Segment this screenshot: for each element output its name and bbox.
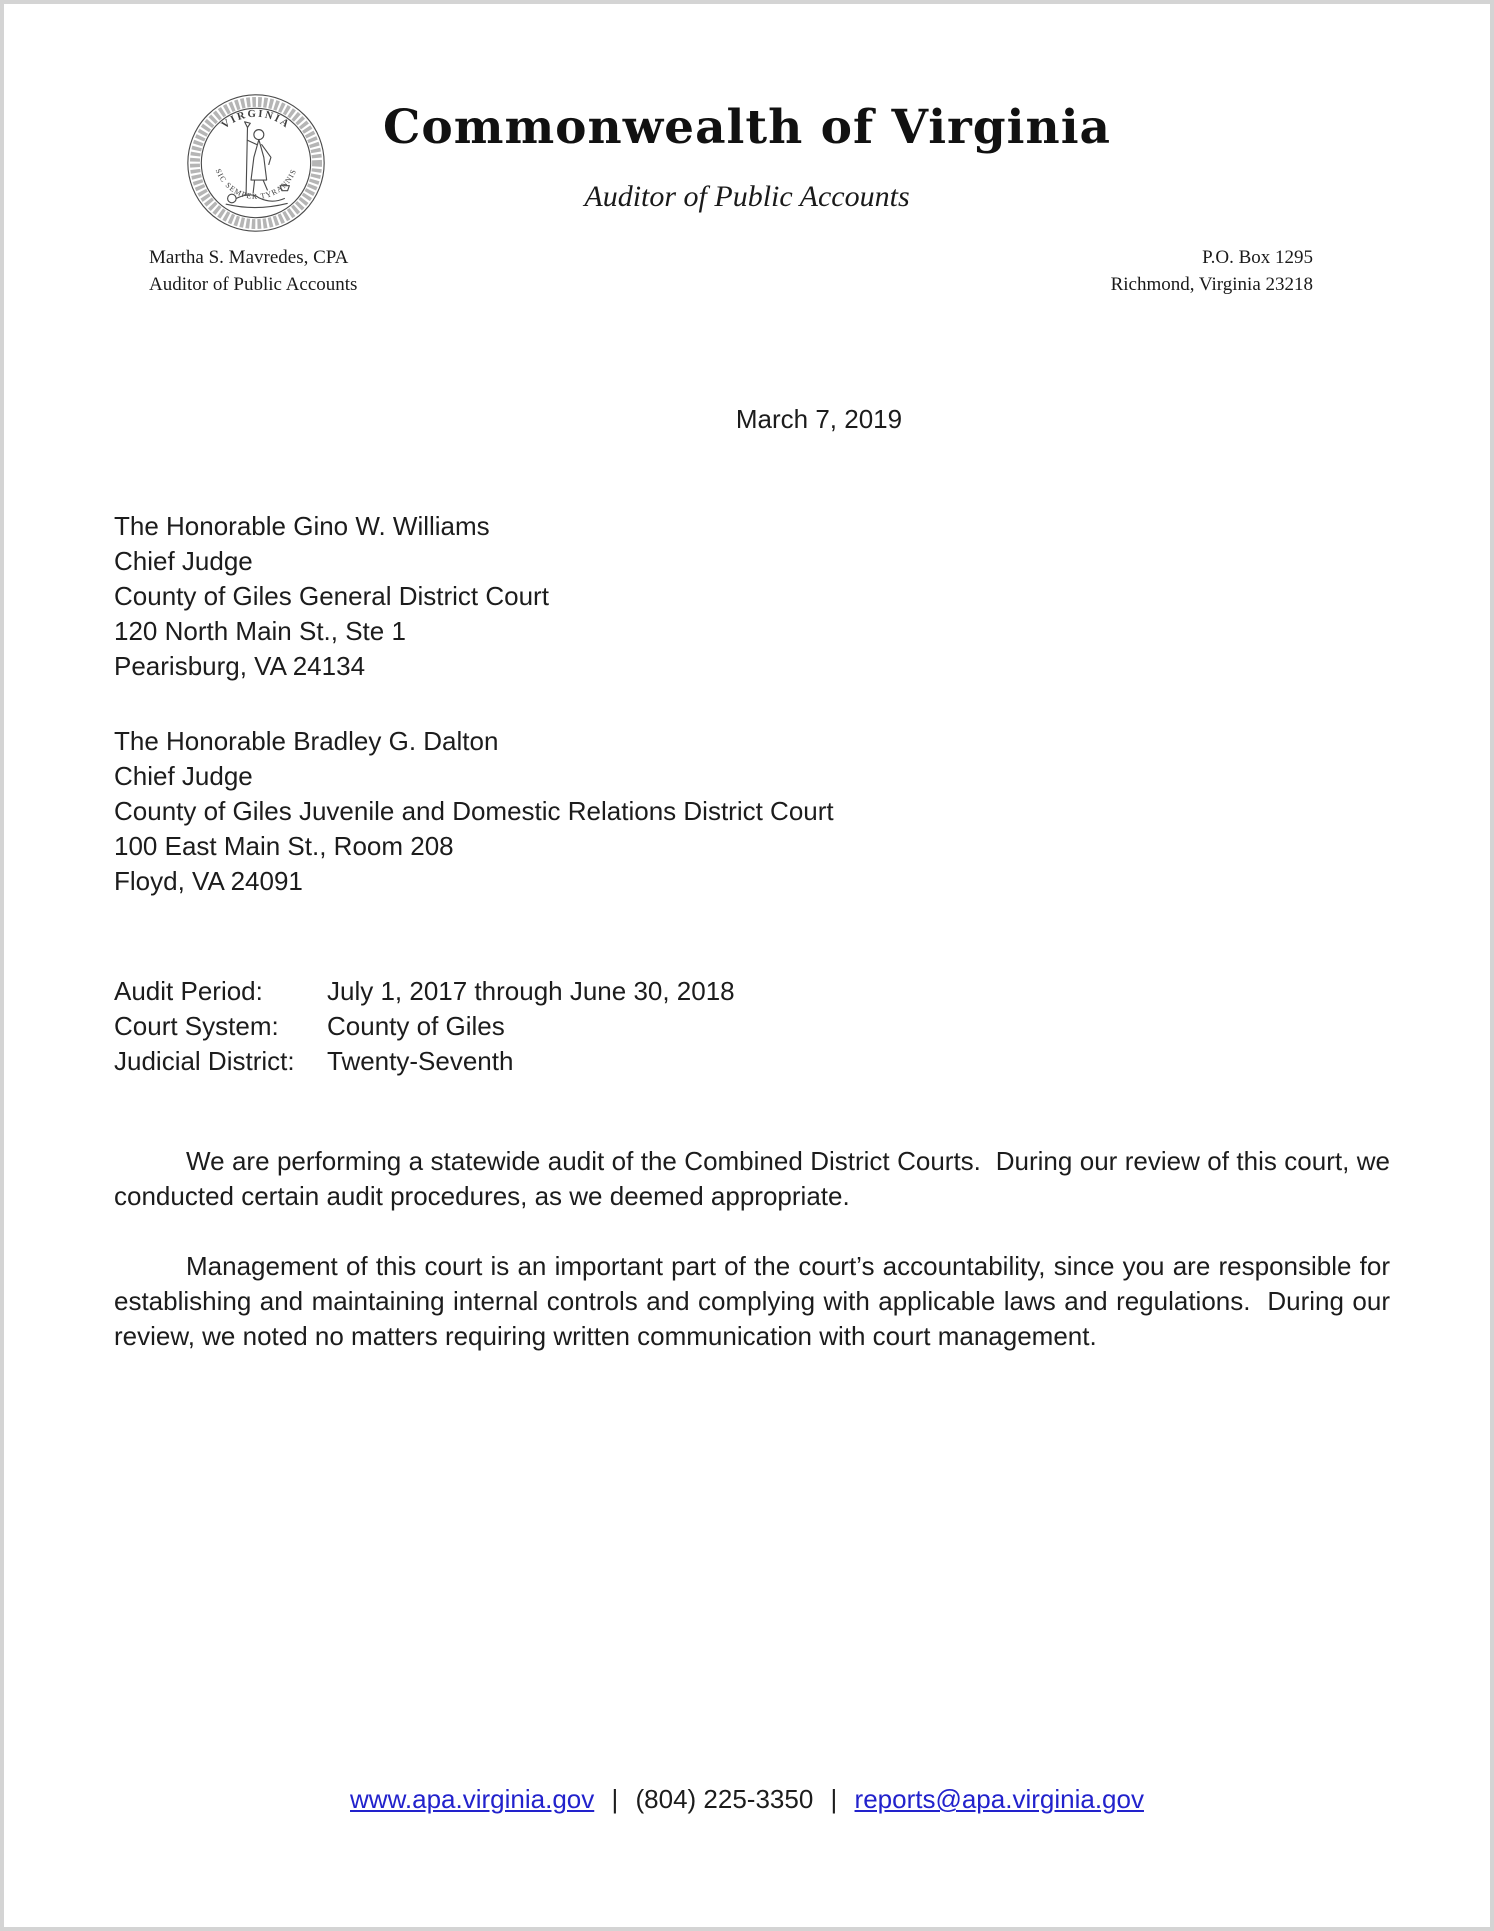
recipient-court: County of Giles Juvenile and Domestic Relations District Court [114, 796, 834, 826]
recipient-name: The Honorable Gino W. Williams [114, 511, 490, 541]
masthead-title: Commonwealth of Virginia [382, 100, 1112, 155]
recipient-title: Chief Judge [114, 761, 253, 791]
paragraph-2: Management of this court is an important part of the court’s accountability, since you are responsible for establishing and maintaining internal controls and complying with applicable laws and regulations. During our review, we noted no matters requiring written communication with court management. [114, 1251, 1398, 1351]
recipient-city: Floyd, VA 24091 [114, 866, 303, 896]
paragraph-1: We are performing a statewide audit of the Combined District Courts. During our review of this court, we conducted certain audit procedures, as we deemed appropriate. [114, 1146, 1398, 1211]
seal-top-text: VIRGINIA [219, 108, 293, 132]
detail-row-audit-period [114, 974, 735, 1009]
office-address-block [1111, 244, 1313, 298]
official-name: Martha S. Mavredes, CPA [149, 247, 349, 268]
official-title: Auditor of Public Accounts [149, 274, 358, 295]
audit-details [114, 974, 735, 1079]
letter-body [114, 1144, 1398, 1389]
footer-website-link[interactable]: www.apa.virginia.gov [350, 1784, 595, 1814]
letter-date: March 7, 2019 [735, 404, 903, 434]
detail-label: Audit Period: [114, 976, 263, 1006]
masthead-subtitle: Auditor of Public Accounts [584, 180, 910, 213]
recipient-block-2 [114, 724, 834, 899]
recipient-name: The Honorable Bradley G. Dalton [114, 726, 499, 756]
detail-label: Judicial District: [114, 1046, 295, 1076]
detail-value: July 1, 2017 through June 30, 2018 [327, 976, 735, 1006]
recipient-street: 100 East Main St., Room 208 [114, 831, 454, 861]
address-po-box: P.O. Box 1295 [1202, 247, 1313, 268]
recipient-court: County of Giles General District Court [114, 581, 549, 611]
detail-label: Court System: [114, 1011, 279, 1041]
footer-email-link[interactable]: reports@apa.virginia.gov [854, 1784, 1144, 1814]
footer-phone: (804) 225-3350 [635, 1784, 814, 1814]
detail-row-court-system [114, 1009, 735, 1044]
footer-separator: | [611, 1784, 619, 1814]
footer-separator: | [830, 1784, 838, 1814]
recipient-street: 120 North Main St., Ste 1 [114, 616, 406, 646]
detail-value: Twenty-Seventh [327, 1046, 514, 1076]
footer-contact-line [4, 1782, 1490, 1817]
detail-row-judicial-district [114, 1044, 735, 1079]
seal-bottom-text: SIC SEMPER TYRANNIS [213, 167, 299, 202]
official-name-block [149, 244, 357, 298]
recipient-title: Chief Judge [114, 546, 253, 576]
recipient-city: Pearisburg, VA 24134 [114, 651, 366, 681]
recipient-block-1 [114, 509, 549, 684]
address-city: Richmond, Virginia 23218 [1110, 274, 1313, 295]
detail-value: County of Giles [327, 1011, 505, 1041]
